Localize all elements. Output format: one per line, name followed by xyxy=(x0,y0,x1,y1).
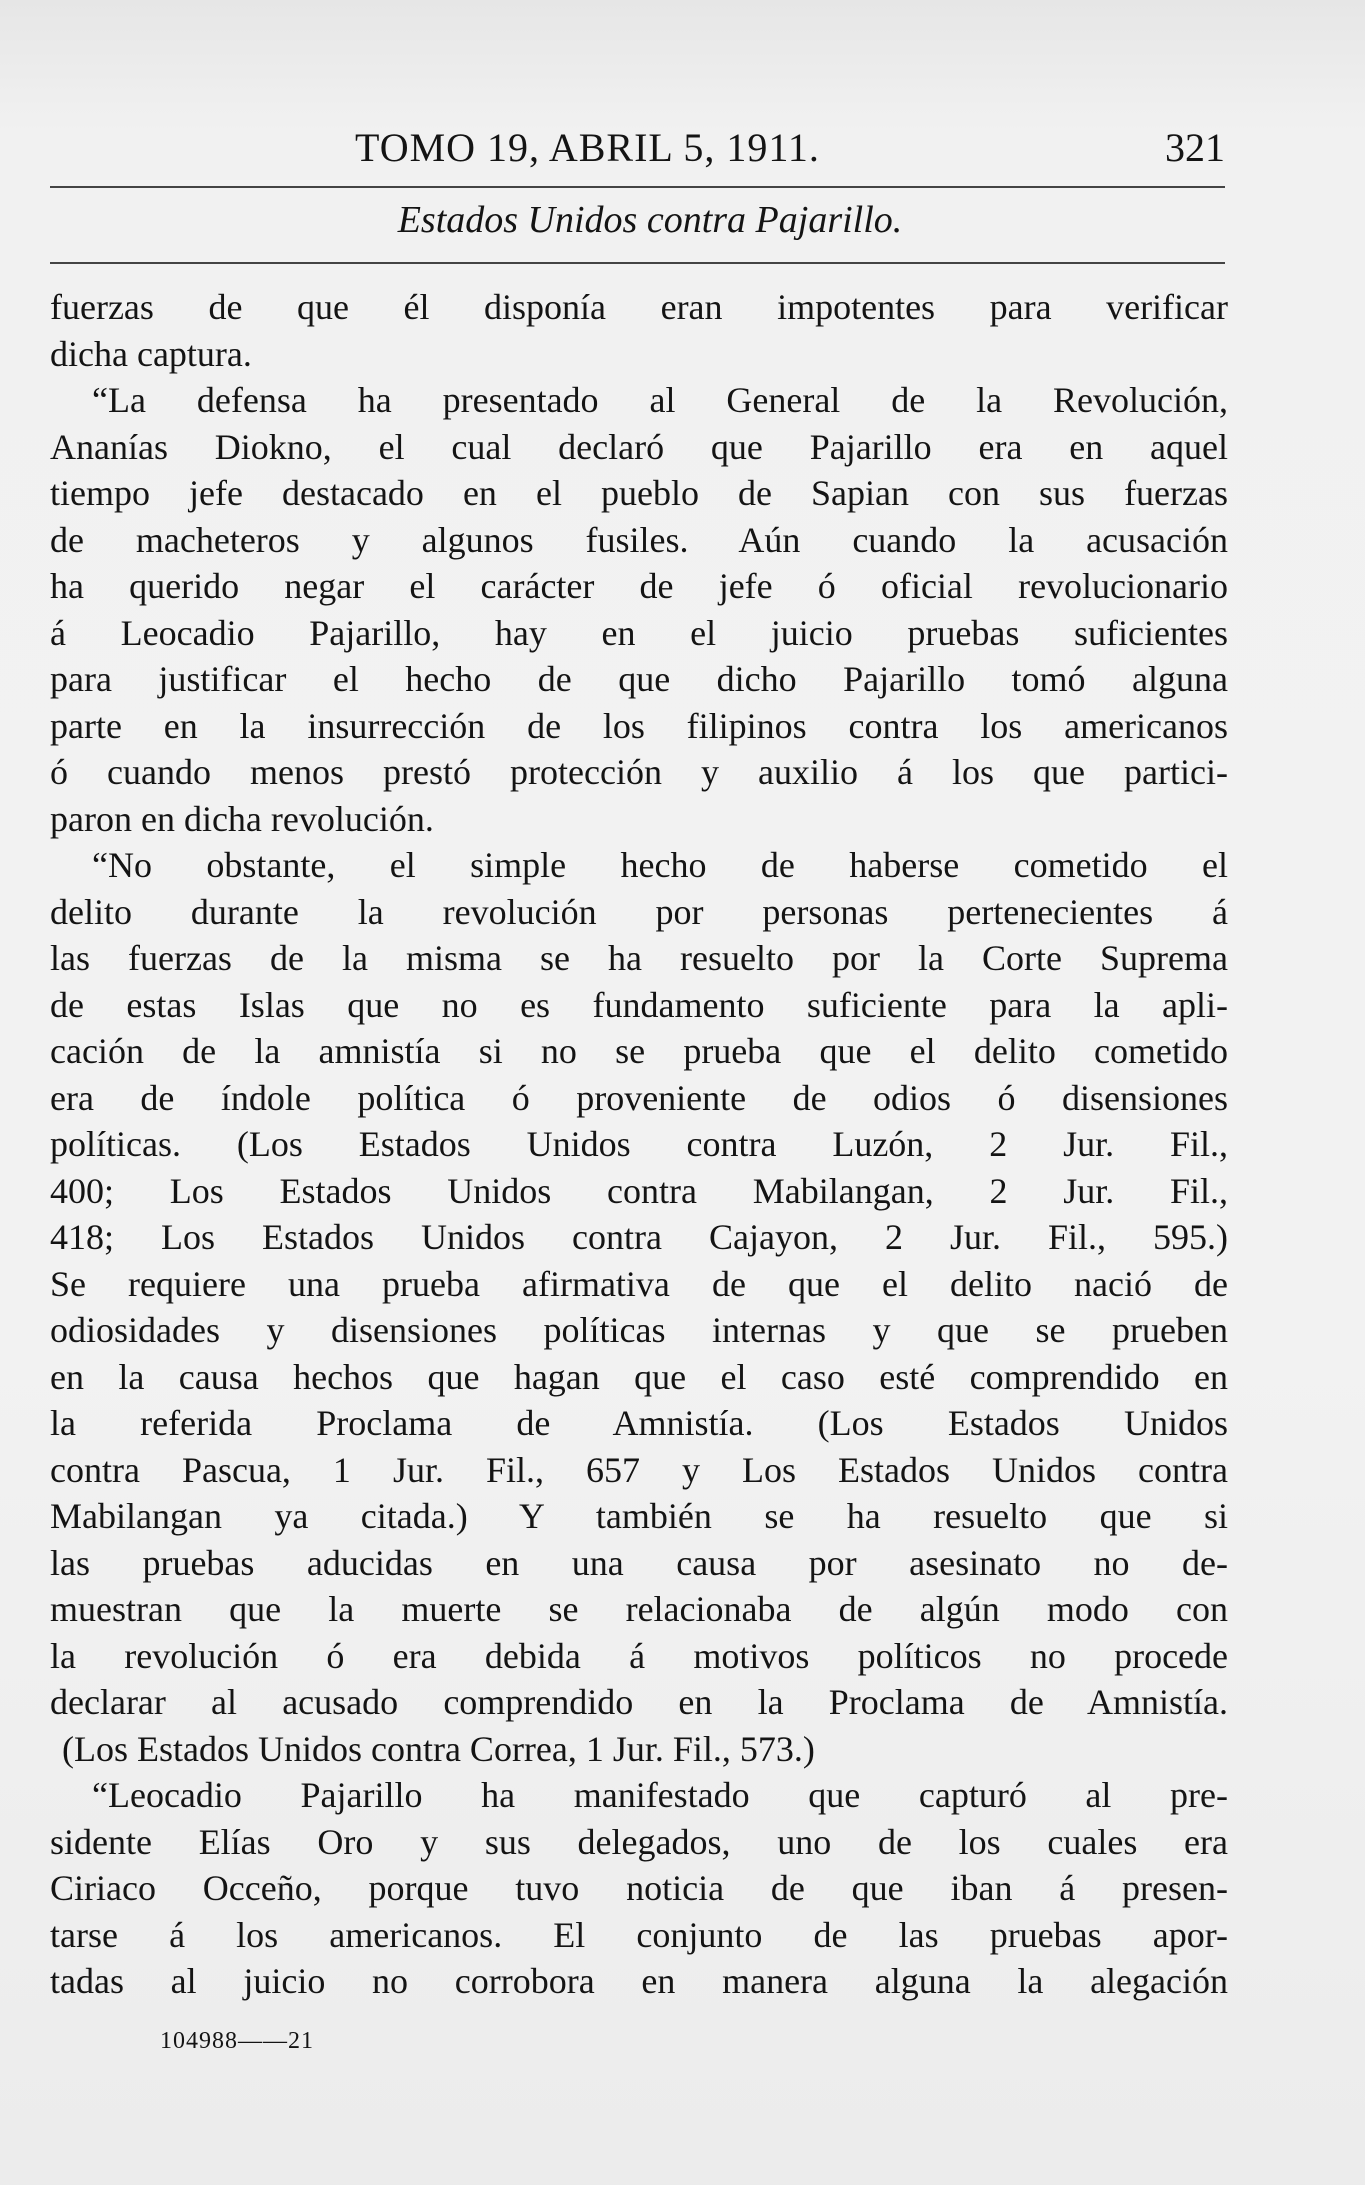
text-line: cación de la amnistía si no se prueba que el delito cometido xyxy=(50,1031,1228,1071)
text-line: ha querido negar el carácter de jefe ó oficial revolucionario xyxy=(50,566,1228,606)
text-line: parte en la insurrección de los filipinos contra los americanos xyxy=(50,705,1228,746)
text-line: para justificar el hecho de que dicho Pajarillo tomó alguna xyxy=(50,659,1228,699)
text-line: paron en dicha revolución. xyxy=(50,798,434,839)
text-line: odiosidades y disensiones políticas internas y que se prueben xyxy=(50,1310,1228,1350)
text-line: sidente Elías Oro y sus delegados, uno de los cuales era xyxy=(50,1821,1228,1862)
text-line: “No obstante, el simple hecho de haberse cometido el xyxy=(92,845,1228,885)
text-line: “Leocadio Pajarillo ha manifestado que capturó al pre- xyxy=(92,1775,1228,1815)
text-line: 400; Los Estados Unidos contra Mabilangan, 2 Jur. Fil., xyxy=(50,1170,1228,1211)
text-line: Se requiere una prueba afirmativa de que el delito nació de xyxy=(50,1263,1228,1304)
text-line: ó cuando menos prestó protección y auxilio á los que partici- xyxy=(50,752,1228,792)
text-line: políticas. (Los Estados Unidos contra Luzón, 2 Jur. Fil., xyxy=(50,1124,1228,1164)
text-line: de macheteros y algunos fusiles. Aún cuando la acusación xyxy=(50,519,1228,560)
text-line: las pruebas aducidas en una causa por asesinato no de- xyxy=(50,1542,1228,1583)
header-rule xyxy=(50,186,1225,188)
text-line: declarar al acusado comprendido en la Proclama de Amnistía. xyxy=(50,1682,1228,1722)
text-line: Ananías Diokno, el cual declaró que Pajarillo era en aquel xyxy=(50,426,1228,467)
text-line: (Los Estados Unidos contra Correa, 1 Jur. Fil., 573.) xyxy=(62,1728,815,1769)
text-line: era de índole política ó proveniente de odios ó disensiones xyxy=(50,1077,1228,1118)
text-line: “La defensa ha presentado al General de la Revolución, xyxy=(92,380,1228,420)
text-line: Mabilangan ya citada.) Y también se ha resuelto que si xyxy=(50,1496,1228,1536)
signature-code: 104988——21 xyxy=(160,2028,314,2054)
text-line: la referida Proclama de Amnistía. (Los Estados Unidos xyxy=(50,1403,1228,1443)
running-head: TOMO 19, ABRIL 5, 1911. xyxy=(355,125,820,170)
text-line: de estas Islas que no es fundamento suficiente para la apli- xyxy=(50,984,1228,1025)
body-text xyxy=(50,284,1228,2005)
text-line: la revolución ó era debida á motivos políticos no procede xyxy=(50,1635,1228,1676)
case-title: Estados Unidos contra Pajarillo. xyxy=(397,199,903,241)
page-number: 321 xyxy=(1165,125,1225,170)
text-line: tarse á los americanos. El conjunto de las pruebas apor- xyxy=(50,1914,1228,1955)
text-line: muestran que la muerte se relacionaba de algún modo con xyxy=(50,1589,1228,1629)
text-line: á Leocadio Pajarillo, hay en el juicio pruebas suficientes xyxy=(50,612,1228,653)
text-line: tadas al juicio no corrobora en manera alguna la alegación xyxy=(50,1961,1228,2001)
page-header xyxy=(50,118,1225,178)
text-line: Ciriaco Occeño, porque tuvo noticia de que iban á presen- xyxy=(50,1868,1228,1908)
text-line: 418; Los Estados Unidos contra Cajayon, 2 Jur. Fil., 595.) xyxy=(50,1217,1228,1257)
text-line: dicha captura. xyxy=(50,333,252,374)
text-line: contra Pascua, 1 Jur. Fil., 657 y Los Estados Unidos contra xyxy=(50,1449,1228,1490)
text-line: fuerzas de que él disponía eran impotentes para verificar xyxy=(50,287,1228,327)
text-line: delito durante la revolución por personas pertenecientes á xyxy=(50,891,1228,932)
text-line: tiempo jefe destacado en el pueblo de Sapian con sus fuerzas xyxy=(50,473,1228,513)
title-rule xyxy=(50,262,1225,264)
text-line: en la causa hechos que hagan que el caso esté comprendido en xyxy=(50,1356,1228,1397)
text-line: las fuerzas de la misma se ha resuelto por la Corte Suprema xyxy=(50,938,1228,978)
